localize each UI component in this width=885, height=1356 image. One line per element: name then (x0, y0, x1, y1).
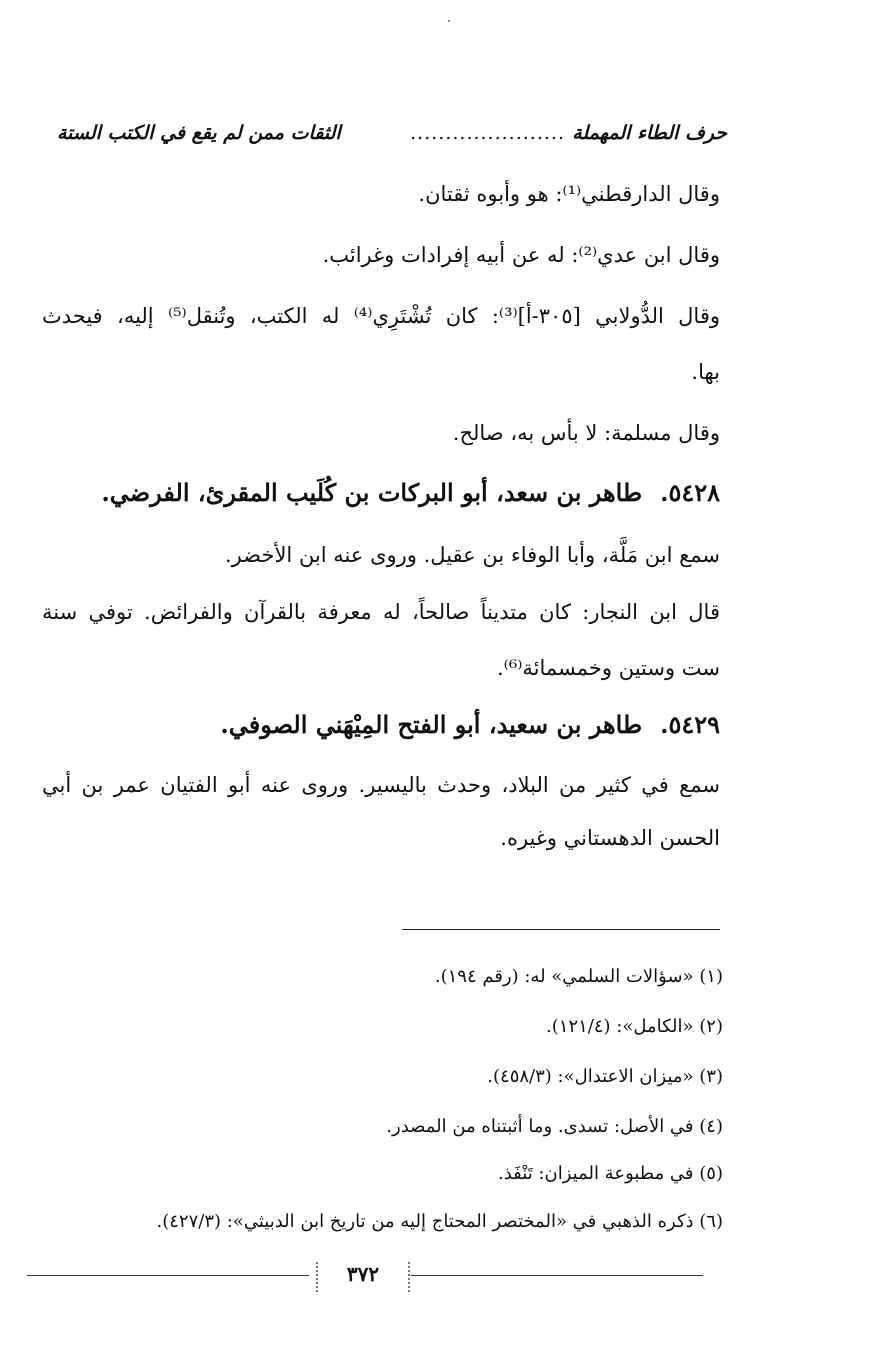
body-line: سمع ابن مَلَّة، وأبا الوفاء بن عقيل. وروى عنه ابن الأخضر. (225, 543, 720, 567)
footnote: (٢) «الكامل»: (١٢١/٤). (546, 1016, 723, 1037)
footnote: (٥) في مطبوعة الميزان: تَنْفَذ. (497, 1163, 723, 1184)
entry-number: ٥٤٢٩. (660, 710, 720, 739)
body-line: وقال الدُّولابي [٣٠٥-أ]⁽³⁾: كان تُشْتَرِي⁽⁴⁾ له الكتب، وتُنقل⁽⁵⁾ إليه، فيحدث (42, 304, 721, 328)
page-number: ٣٧٢ (316, 1262, 410, 1292)
entry-name: طاهر بن سعد، أبو البركات بن كُلَيب المقرئ، الفرضي. (101, 478, 643, 507)
entry-heading (220, 710, 720, 739)
footnote: (٤) في الأصل: تسدى. وما أثبتناه من المصدر. (386, 1116, 723, 1137)
footnote: (٣) «ميزان الاعتدال»: (٤٥٨/٣). (487, 1066, 723, 1087)
footnote-separator (402, 929, 720, 930)
body-line: وقال ابن عدي⁽²⁾: له عن أبيه إفرادات وغرائب. (322, 243, 720, 267)
header-chapter: حرف الطاء المهملة (572, 122, 727, 144)
footnote: (١) «سؤالات السلمي» له: (رقم ١٩٤). (434, 966, 723, 987)
body-line: قال ابن النجار: كان متديناً صالحاً، له معرفة بالقرآن والفرائض. توفي سنة (42, 600, 720, 624)
body-line: الحسن الدهستاني وغيره. (500, 826, 720, 850)
footnote: (٦) ذكره الذهبي في «المختصر المحتاج إليه من تاريخ ابن الدبيثي»: (٤٢٧/٣). (156, 1211, 723, 1232)
entry-number: ٥٤٢٨. (660, 478, 720, 507)
entry-heading (101, 478, 720, 507)
body-line: بها. (691, 360, 720, 384)
body-line: وقال الدارقطني⁽¹⁾: هو وأبوه ثقتان. (418, 182, 720, 206)
header-dots: ...................... (410, 122, 565, 144)
header-book-title: الثقات ممن لم يقع في الكتب الستة (57, 122, 341, 144)
running-header (57, 122, 727, 156)
body-line: سمع في كثير من البلاد، وحدث باليسير. وروى عنه أبو الفتيان عمر بن أبي (42, 773, 720, 797)
body-line: ست وستين وخمسمائة⁽⁶⁾. (496, 656, 720, 680)
page-rule-right (411, 1275, 703, 1276)
page-rule-left (27, 1275, 309, 1276)
entry-name: طاهر بن سعيد، أبو الفتح المِيْهَني الصوفي. (220, 710, 643, 739)
scan-speck (448, 20, 450, 22)
body-line: وقال مسلمة: لا بأس به، صالح. (452, 421, 720, 445)
